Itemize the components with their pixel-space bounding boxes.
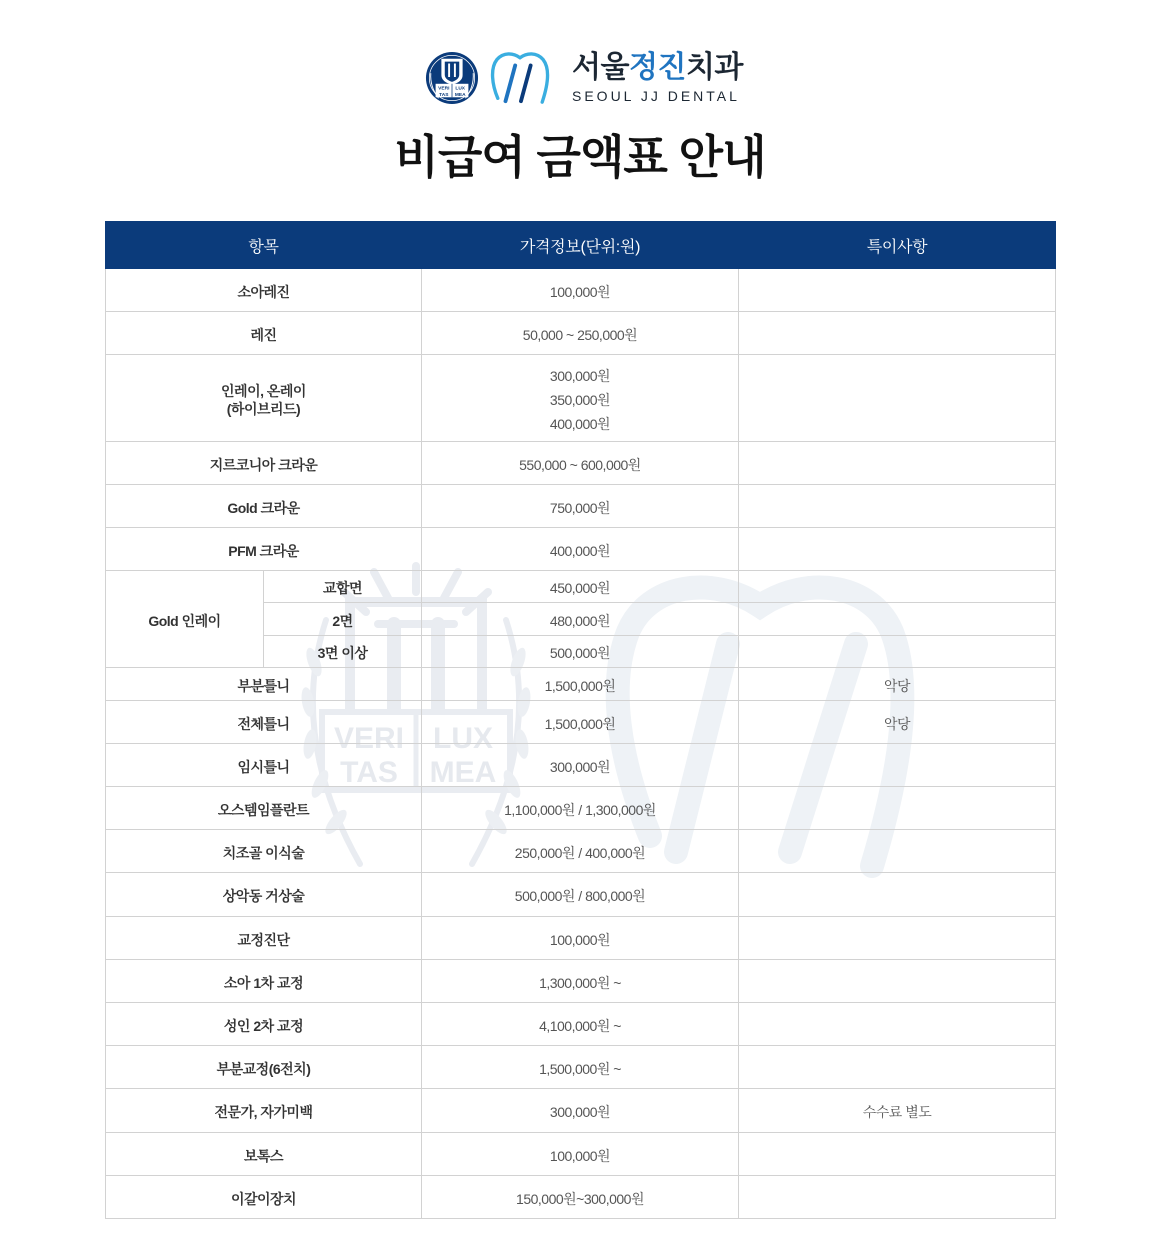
clinic-name-part: 치과	[685, 51, 743, 84]
price-cell: 300,000원	[422, 744, 739, 787]
price-cell	[422, 355, 739, 442]
sub-item-cell: 2면	[264, 603, 422, 636]
emblem-text: TAS	[439, 92, 449, 98]
price-cell: 1,100,000원 / 1,300,000원	[422, 787, 739, 830]
item-cell: 소아 1차 교정	[106, 960, 422, 1003]
price-cell: 50,000 ~ 250,000원	[422, 312, 739, 355]
item-cell: 레진	[106, 312, 422, 355]
watermark-text: LUX	[433, 722, 493, 755]
header-price: 가격정보(단위:원)	[422, 222, 739, 269]
item-cell: 소아레진	[106, 269, 422, 312]
note-cell	[739, 312, 1056, 355]
price-cell: 100,000원	[422, 1133, 739, 1176]
table-row	[106, 1046, 1056, 1089]
note-cell	[739, 485, 1056, 528]
table-header-row	[106, 222, 1056, 269]
clinic-name	[572, 50, 743, 86]
table-row	[106, 917, 1056, 960]
note-cell	[739, 1046, 1056, 1089]
price-line: 400,000원	[549, 415, 611, 432]
header-note: 특이사항	[739, 222, 1056, 269]
price-cell: 450,000원	[422, 571, 739, 603]
note-cell	[739, 603, 1056, 636]
item-cell: 임시틀니	[106, 744, 422, 787]
watermark-text: MEA	[429, 756, 497, 789]
item-line: 인레이, 온레이	[221, 382, 306, 399]
watermark-text: VERI	[333, 722, 405, 755]
item-cell: 상악동 거상술	[106, 873, 422, 917]
table-row	[106, 1003, 1056, 1046]
item-cell: 이갈이장치	[106, 1176, 422, 1219]
price-cell: 300,000원	[422, 1089, 739, 1133]
note-cell: 수수료 별도	[739, 1089, 1056, 1133]
table-row	[106, 269, 1056, 312]
emblem-text: MEA	[454, 92, 466, 98]
table-row	[106, 528, 1056, 571]
item-cell: 부분틀니	[106, 668, 422, 701]
table-row	[106, 960, 1056, 1003]
item-cell: 오스템임플란트	[106, 787, 422, 830]
item-group-cell: Gold 인레이	[106, 571, 264, 668]
price-cell: 150,000원~300,000원	[422, 1176, 739, 1219]
tooth-logo-icon	[489, 50, 551, 106]
table-row	[106, 1133, 1056, 1176]
page-title: 비급여 금액표 안내	[394, 131, 766, 183]
note-cell	[739, 636, 1056, 668]
price-cell: 100,000원	[422, 269, 739, 312]
price-cell: 250,000원 / 400,000원	[422, 830, 739, 873]
table-row	[106, 787, 1056, 830]
watermark-text: TAS	[340, 756, 398, 789]
table-row	[106, 1176, 1056, 1219]
clinic-name-part: 서울	[572, 51, 629, 84]
price-cell: 100,000원	[422, 917, 739, 960]
price-line: 300,000원	[549, 367, 611, 384]
item-line: (하이브리드)	[226, 400, 301, 417]
table-row	[106, 442, 1056, 485]
table-row	[106, 1089, 1056, 1133]
header-item: 항목	[106, 222, 422, 269]
note-cell	[739, 355, 1056, 442]
table-row	[106, 873, 1056, 917]
price-cell: 1,500,000원 ~	[422, 1046, 739, 1089]
price-cell: 480,000원	[422, 603, 739, 636]
price-cell: 1,300,000원 ~	[422, 960, 739, 1003]
note-cell	[739, 1133, 1056, 1176]
note-cell	[739, 1176, 1056, 1219]
table-row	[106, 701, 1056, 744]
note-cell	[739, 442, 1056, 485]
price-cell: 4,100,000원 ~	[422, 1003, 739, 1046]
note-cell	[739, 744, 1056, 787]
item-cell: Gold 크라운	[106, 485, 422, 528]
table-row	[106, 571, 1056, 603]
item-cell	[106, 355, 422, 442]
sub-item-cell: 3면 이상	[264, 636, 422, 668]
clinic-name-highlight: 정진	[628, 51, 686, 84]
table-row	[106, 312, 1056, 355]
price-cell: 750,000원	[422, 485, 739, 528]
table-row	[106, 668, 1056, 701]
price-line: 350,000원	[549, 391, 611, 408]
note-cell	[739, 917, 1056, 960]
price-cell: 500,000원	[422, 636, 739, 668]
item-cell: 전문가, 자가미백	[106, 1089, 422, 1133]
table-row	[106, 485, 1056, 528]
note-cell	[739, 1003, 1056, 1046]
emblem-text: LUX	[455, 86, 466, 92]
price-cell: 400,000원	[422, 528, 739, 571]
note-cell	[739, 960, 1056, 1003]
note-cell	[739, 787, 1056, 830]
item-cell: 교정진단	[106, 917, 422, 960]
table-row	[106, 744, 1056, 787]
brand-text	[572, 50, 743, 105]
item-cell: 보톡스	[106, 1133, 422, 1176]
table-row	[106, 355, 1056, 442]
emblem-text: VERI	[438, 86, 450, 92]
price-cell: 1,500,000원	[422, 668, 739, 701]
table-row	[106, 830, 1056, 873]
university-seal-icon	[425, 50, 479, 106]
price-cell: 500,000원 / 800,000원	[422, 873, 739, 917]
clinic-name-english: SEOUL JJ DENTAL	[572, 88, 740, 104]
price-table	[105, 221, 1056, 1219]
price-cell: 550,000 ~ 600,000원	[422, 442, 739, 485]
item-cell: 전체틀니	[106, 701, 422, 744]
item-cell: 부분교정(6전치)	[106, 1046, 422, 1089]
note-cell: 악당	[739, 701, 1056, 744]
price-cell: 1,500,000원	[422, 701, 739, 744]
item-cell: 성인 2차 교정	[106, 1003, 422, 1046]
note-cell	[739, 873, 1056, 917]
item-cell: 치조골 이식술	[106, 830, 422, 873]
item-cell: PFM 크라운	[106, 528, 422, 571]
note-cell	[739, 830, 1056, 873]
note-cell	[739, 571, 1056, 603]
note-cell: 악당	[739, 668, 1056, 701]
sub-item-cell: 교합면	[264, 571, 422, 603]
note-cell	[739, 269, 1056, 312]
note-cell	[739, 528, 1056, 571]
item-cell: 지르코니아 크라운	[106, 442, 422, 485]
brand-logo	[423, 48, 753, 108]
